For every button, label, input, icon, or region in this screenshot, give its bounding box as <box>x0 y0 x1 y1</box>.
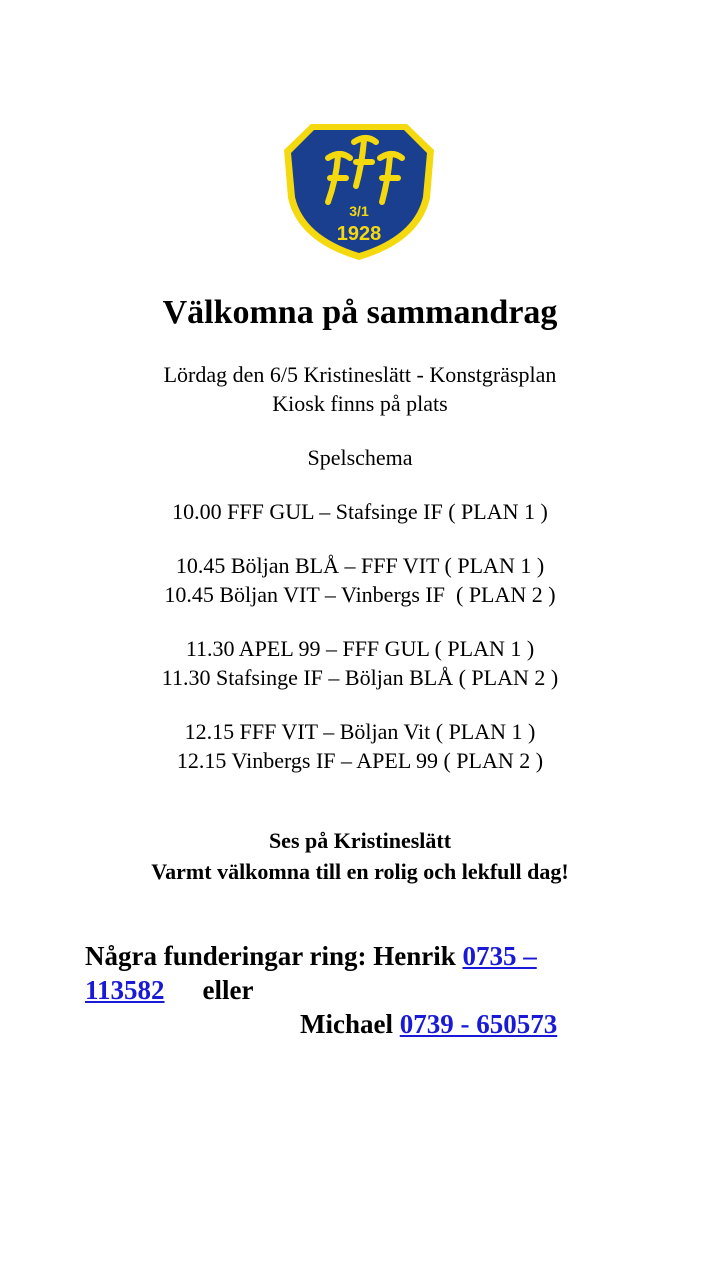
match-row: 11.30 APEL 99 – FFF GUL ( PLAN 1 ) <box>185 636 535 661</box>
henrik-phone-link-cont[interactable]: 113582 <box>85 975 165 1005</box>
closing-line-2: Varmt välkomna till en rolig och lekfull dag! <box>151 859 569 884</box>
match-row: 12.15 FFF VIT – Böljan Vit ( PLAN 1 ) <box>184 719 536 744</box>
michael-label: Michael <box>300 1009 400 1039</box>
schedule-heading: Spelschema <box>307 445 413 470</box>
logo-year: 1928 <box>336 223 382 245</box>
match-row: 10.45 Böljan VIT – Vinbergs IF ( PLAN 2 ) <box>164 582 556 607</box>
club-crest-logo <box>280 120 438 262</box>
logo-date: 3/1 <box>349 203 369 219</box>
contact-line-2 <box>85 973 253 1007</box>
contact-prefix: Några funderingar ring: Henrik <box>85 941 463 971</box>
contact-line-3 <box>300 1007 557 1041</box>
event-date-location: Lördag den 6/5 Kristineslätt - Konstgräsplan <box>163 362 557 387</box>
closing-line-1: Ses på Kristineslätt <box>268 828 452 853</box>
or-text: eller <box>202 975 254 1005</box>
page-title: Välkomna på sammandrag <box>162 294 558 331</box>
match-row: 10.45 Böljan BLÅ – FFF VIT ( PLAN 1 ) <box>175 553 545 578</box>
match-row: 12.15 Vinbergs IF – APEL 99 ( PLAN 2 ) <box>176 748 544 773</box>
contact-line-1 <box>85 939 537 973</box>
match-row: 11.30 Stafsinge IF – Böljan BLÅ ( PLAN 2 ) <box>161 665 559 690</box>
match-row: 10.00 FFF GUL – Stafsinge IF ( PLAN 1 ) <box>172 499 548 524</box>
michael-phone-link[interactable]: 0739 - 650573 <box>399 1009 558 1039</box>
kiosk-info: Kiosk finns på plats <box>272 391 448 416</box>
henrik-phone-link[interactable]: 0735 – <box>462 941 537 971</box>
